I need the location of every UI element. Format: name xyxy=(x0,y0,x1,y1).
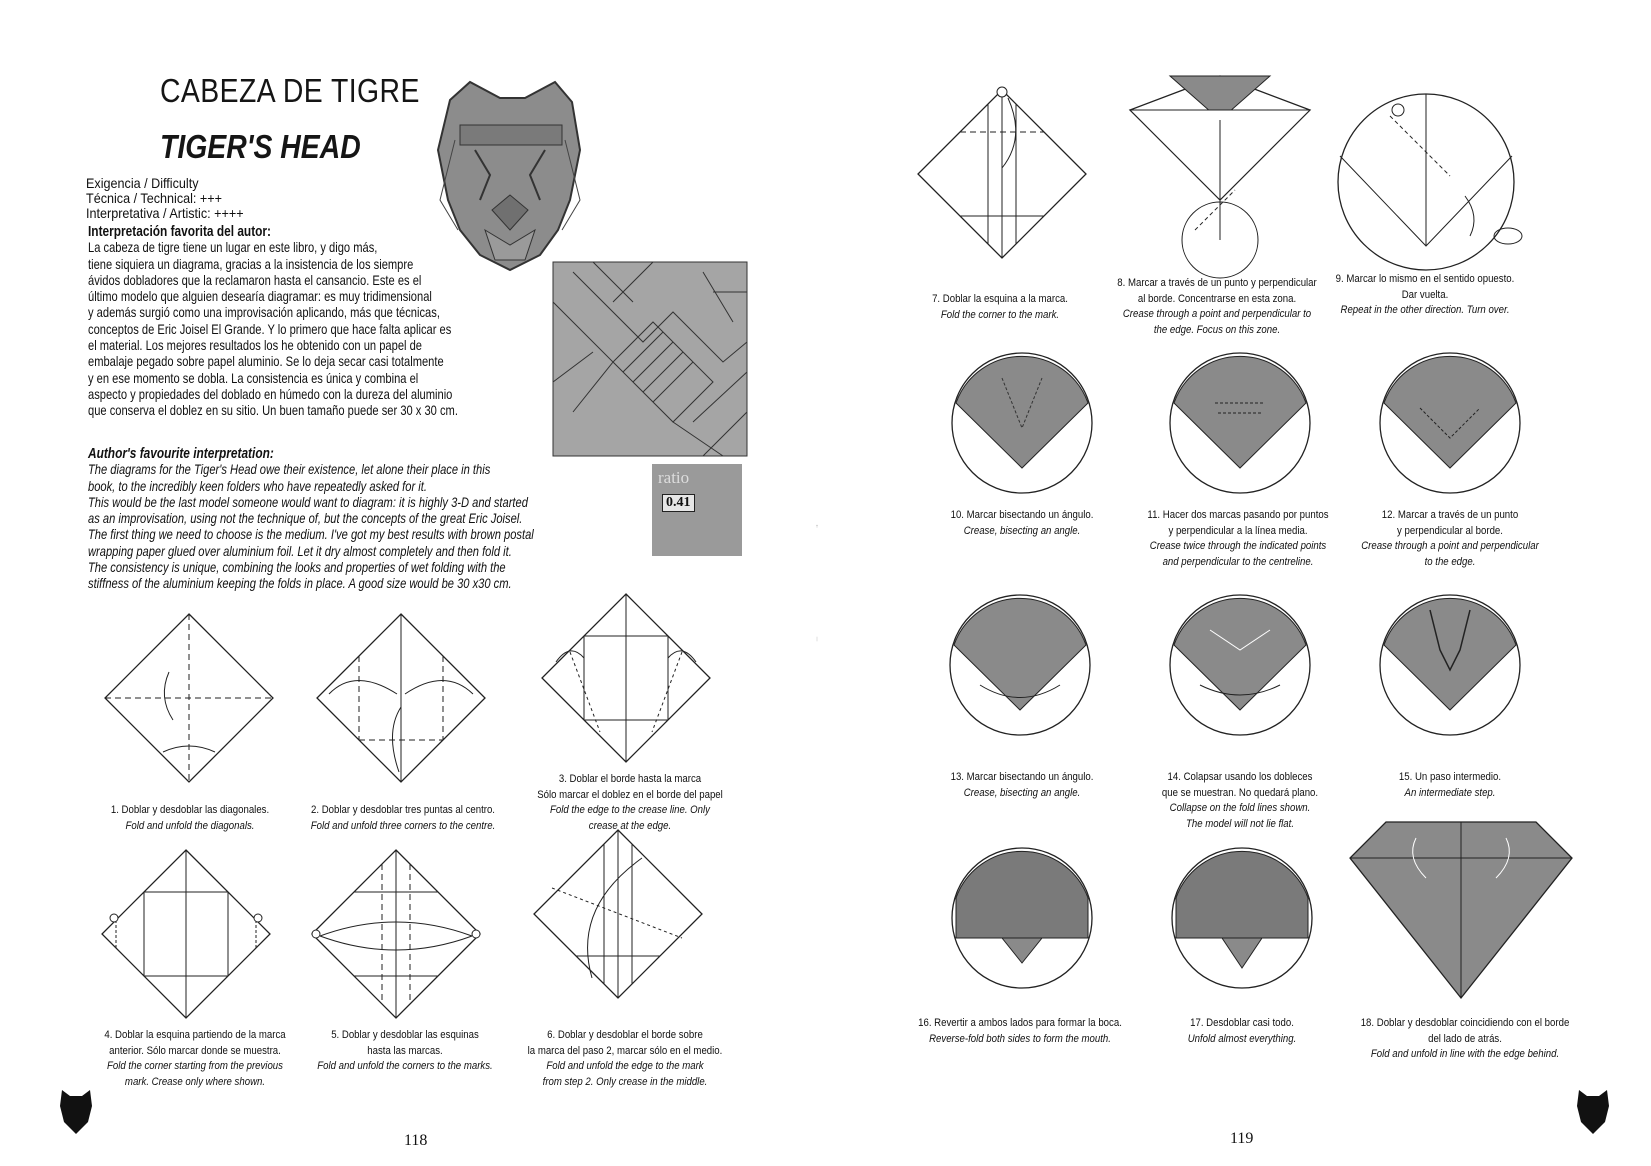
ratio-value: 0.41 xyxy=(662,494,695,512)
step-14-caption xyxy=(1137,770,1343,832)
english-line: stiffness of the aluminium keeping the folds in place. A good size would be 30 x30 cm. xyxy=(88,576,512,592)
caption-en: Crease through a point and perpendicular to xyxy=(1122,308,1312,320)
caption-es: y perpendicular al borde. xyxy=(1397,524,1503,537)
caption-en: Collapse on the fold lines shown. xyxy=(1169,802,1311,814)
caption-es: la marca del paso 2, marcar sólo en el medio. xyxy=(527,1044,723,1057)
spanish-heading: Interpretación favorita del autor: xyxy=(88,224,272,240)
step-14-diagram xyxy=(1170,590,1310,750)
artistic-label: Interpretativa / Artistic: ++++ xyxy=(86,205,244,221)
step-1-diagram xyxy=(103,612,275,784)
caption-en: The model will not lie flat. xyxy=(1185,817,1295,830)
step-9-caption xyxy=(1322,272,1528,319)
caption-es: 11. Hacer dos marcas pasando por puntos xyxy=(1147,509,1329,521)
tiger-silhouette-icon xyxy=(1575,1088,1611,1134)
step-11-caption xyxy=(1135,508,1341,570)
step-3-caption xyxy=(531,772,729,834)
caption-en: Fold the corner starting from the previous xyxy=(107,1060,283,1072)
step-13-diagram xyxy=(950,590,1090,750)
english-heading: Author's favourite interpretation: xyxy=(88,446,274,462)
caption-es: al borde. Concentrarse en esta zona. xyxy=(1137,292,1297,305)
step-16-caption xyxy=(908,1016,1132,1047)
step-8-caption xyxy=(1110,276,1325,338)
english-line: as an improvisation, using not the technique of, but the concepts of the great Eric Joisel. xyxy=(88,511,523,527)
english-line: The consistency is unique, combining the looks and properties of wet folding with the xyxy=(88,560,506,576)
step-15-diagram xyxy=(1380,590,1520,750)
english-text-block xyxy=(88,446,534,593)
caption-es: 1. Doblar y desdoblar las diagonales. xyxy=(110,804,270,816)
spanish-line: conceptos de Eric Joisel El Grande. Y lo primero que hace falta aplicar es xyxy=(88,321,452,337)
spanish-line: tiene siquiera un diagrama, gracias a la insistencia de los siempre xyxy=(88,256,414,272)
caption-en: Fold and unfold three corners to the centre. xyxy=(310,819,496,832)
caption-en: mark. Crease only where shown. xyxy=(124,1075,266,1088)
caption-en: and perpendicular to the centreline. xyxy=(1162,555,1314,568)
page-number-right: 119 xyxy=(1230,1130,1254,1147)
left-page xyxy=(0,0,820,1166)
spanish-line: y además surgió como una improvisación aplicando, más que técnicas, xyxy=(88,305,440,321)
caption-es: y perpendicular a la línea media. xyxy=(1168,524,1308,537)
step-5-caption xyxy=(310,1028,499,1075)
spanish-line: ávidos dobladores que la reclamaron hasta el cansancio. Este es el xyxy=(88,272,422,288)
spanish-line: La cabeza de tigre tiene un lugar en este libro, y digo más, xyxy=(88,240,378,256)
step-1-caption xyxy=(95,803,284,834)
step-2-caption xyxy=(304,803,502,834)
caption-en: Crease twice through the indicated points xyxy=(1149,540,1327,552)
step-2-diagram xyxy=(315,612,487,784)
english-line: This would be the last model someone would want to diagram: it is highly 3-D and started xyxy=(88,494,528,510)
caption-en: Fold and unfold in line with the edge behind. xyxy=(1370,1048,1560,1060)
step-11-diagram xyxy=(1170,348,1310,508)
spanish-line: que conserva el doblez en su sitio. Un buen tamaño puede ser 30 x 30 cm. xyxy=(88,403,458,419)
caption-es: anterior. Sólo marcar donde se muestra. xyxy=(109,1044,281,1057)
english-line: book, to the incredibly keen folders who have repeatedly asked for it. xyxy=(88,478,427,494)
caption-es: 13. Marcar bisectando un ángulo. xyxy=(950,771,1094,783)
page-number-left: 118 xyxy=(404,1132,428,1149)
step-4-diagram xyxy=(100,848,272,1020)
caption-es: 12. Marcar a través de un punto xyxy=(1381,509,1519,521)
step-15-caption xyxy=(1347,770,1553,801)
spanish-text-block xyxy=(88,224,458,420)
caption-es: 10. Marcar bisectando un ángulo. xyxy=(950,509,1094,521)
english-line: wrapping paper glued over aluminium foil. Let it dry almost completely and then fold it. xyxy=(88,543,512,559)
caption-es: 2. Doblar y desdoblar tres puntas al centro. xyxy=(311,804,495,816)
caption-es: del lado de atrás. xyxy=(1428,1032,1502,1045)
caption-en: Reverse-fold both sides to form the mouth. xyxy=(929,1032,1111,1045)
step-10-diagram xyxy=(952,348,1092,508)
spanish-line: embalaje pegado sobre papel aluminio. Se lo deja secar casi totalmente xyxy=(88,354,444,370)
tiger-silhouette-icon xyxy=(58,1088,94,1134)
crease-pattern xyxy=(553,262,747,456)
step-13-caption xyxy=(919,770,1125,801)
difficulty-label: Exigencia / Difficulty xyxy=(86,175,199,191)
caption-es: 18. Doblar y desdoblar coincidiendo con el borde xyxy=(1360,1017,1570,1029)
step-18-caption xyxy=(1349,1016,1581,1063)
caption-es: 16. Revertir a ambos lados para formar la boca. xyxy=(918,1017,1122,1029)
caption-en: Fold the edge to the crease line. Only xyxy=(550,804,710,816)
step-17-caption xyxy=(1156,1016,1328,1047)
caption-en: Fold and unfold the edge to the mark xyxy=(546,1060,704,1072)
page-gutter xyxy=(816,0,818,1166)
difficulty-block xyxy=(86,176,244,221)
caption-es: hasta las marcas. xyxy=(367,1044,443,1057)
spanish-line: aspecto y propiedades del doblado en húmedo con la dureza del aluminio xyxy=(88,386,453,402)
caption-en: Unfold almost everything. xyxy=(1187,1032,1297,1045)
step-4-caption xyxy=(92,1028,298,1090)
step-8-diagram xyxy=(1120,80,1320,270)
caption-en: from step 2. Only crease in the middle. xyxy=(542,1075,708,1088)
caption-es: 15. Un paso intermedio. xyxy=(1398,771,1502,783)
step-17-diagram xyxy=(1172,848,1312,998)
caption-es: 8. Marcar a través de un punto y perpendicular xyxy=(1117,277,1317,289)
step-10-caption xyxy=(919,508,1125,539)
step-3-diagram xyxy=(540,592,712,764)
caption-en: the edge. Focus on this zone. xyxy=(1153,323,1281,336)
title-spanish: CABEZA DE TIGRE xyxy=(160,72,420,109)
caption-en: Fold and unfold the diagonals. xyxy=(125,819,255,832)
right-page xyxy=(830,0,1651,1166)
caption-en: crease at the edge. xyxy=(588,819,672,832)
caption-es: 6. Doblar y desdoblar el borde sobre xyxy=(547,1029,703,1041)
step-12-caption xyxy=(1347,508,1553,570)
caption-es: 4. Doblar la esquina partiendo de la marca xyxy=(104,1029,286,1041)
caption-es: 17. Desdoblar casi todo. xyxy=(1190,1017,1294,1029)
caption-en: Fold and unfold the corners to the marks. xyxy=(317,1060,493,1072)
step-7-diagram xyxy=(916,88,1088,260)
caption-en: Fold the corner to the mark. xyxy=(940,308,1060,321)
spanish-line: el material. Los mejores resultados los he obtenido con un papel de xyxy=(88,338,422,354)
caption-es: Dar vuelta. xyxy=(1401,288,1449,301)
caption-en: Crease, bisecting an angle. xyxy=(963,524,1081,537)
step-9-diagram xyxy=(1330,86,1530,286)
caption-es: Sólo marcar el doblez en el borde del papel xyxy=(537,788,723,801)
ratio-box xyxy=(652,464,742,556)
caption-en: An intermediate step. xyxy=(1404,786,1496,799)
title-english: TIGER'S HEAD xyxy=(160,128,361,165)
step-7-caption xyxy=(897,292,1103,323)
step-6-diagram xyxy=(532,828,704,1000)
caption-es: 9. Marcar lo mismo en el sentido opuesto. xyxy=(1335,273,1515,285)
caption-en: Repeat in the other direction. Turn over. xyxy=(1340,304,1510,316)
spanish-line: último modelo que alguien desearía diagramar: es muy tridimensional xyxy=(88,289,432,305)
caption-en: Crease through a point and perpendicular xyxy=(1361,540,1539,552)
caption-es: 7. Doblar la esquina a la marca. xyxy=(932,293,1068,305)
step-18-diagram xyxy=(1346,818,1576,1008)
step-16-diagram xyxy=(952,848,1092,998)
spanish-line: y en ese momento se dobla. La consistencia es única y combina el xyxy=(88,370,419,386)
caption-en: Crease, bisecting an angle. xyxy=(963,786,1081,799)
caption-es: 14. Colapsar usando los dobleces xyxy=(1167,771,1313,783)
step-6-caption xyxy=(522,1028,728,1090)
english-line: The first thing we need to choose is the medium. I've got my best results with brown postal xyxy=(88,527,534,543)
caption-es: 3. Doblar el borde hasta la marca xyxy=(558,773,702,785)
ratio-label: ratio xyxy=(658,468,690,487)
step-5-diagram xyxy=(310,848,482,1020)
caption-es: que se muestran. No quedará plano. xyxy=(1161,786,1319,799)
english-line: The diagrams for the Tiger's Head owe their existence, let alone their place in this xyxy=(88,462,491,478)
technical-label: Técnica / Technical: +++ xyxy=(86,190,222,206)
step-12-diagram xyxy=(1380,348,1520,508)
caption-es: 5. Doblar y desdoblar las esquinas xyxy=(331,1029,479,1041)
caption-en: to the edge. xyxy=(1424,555,1476,568)
